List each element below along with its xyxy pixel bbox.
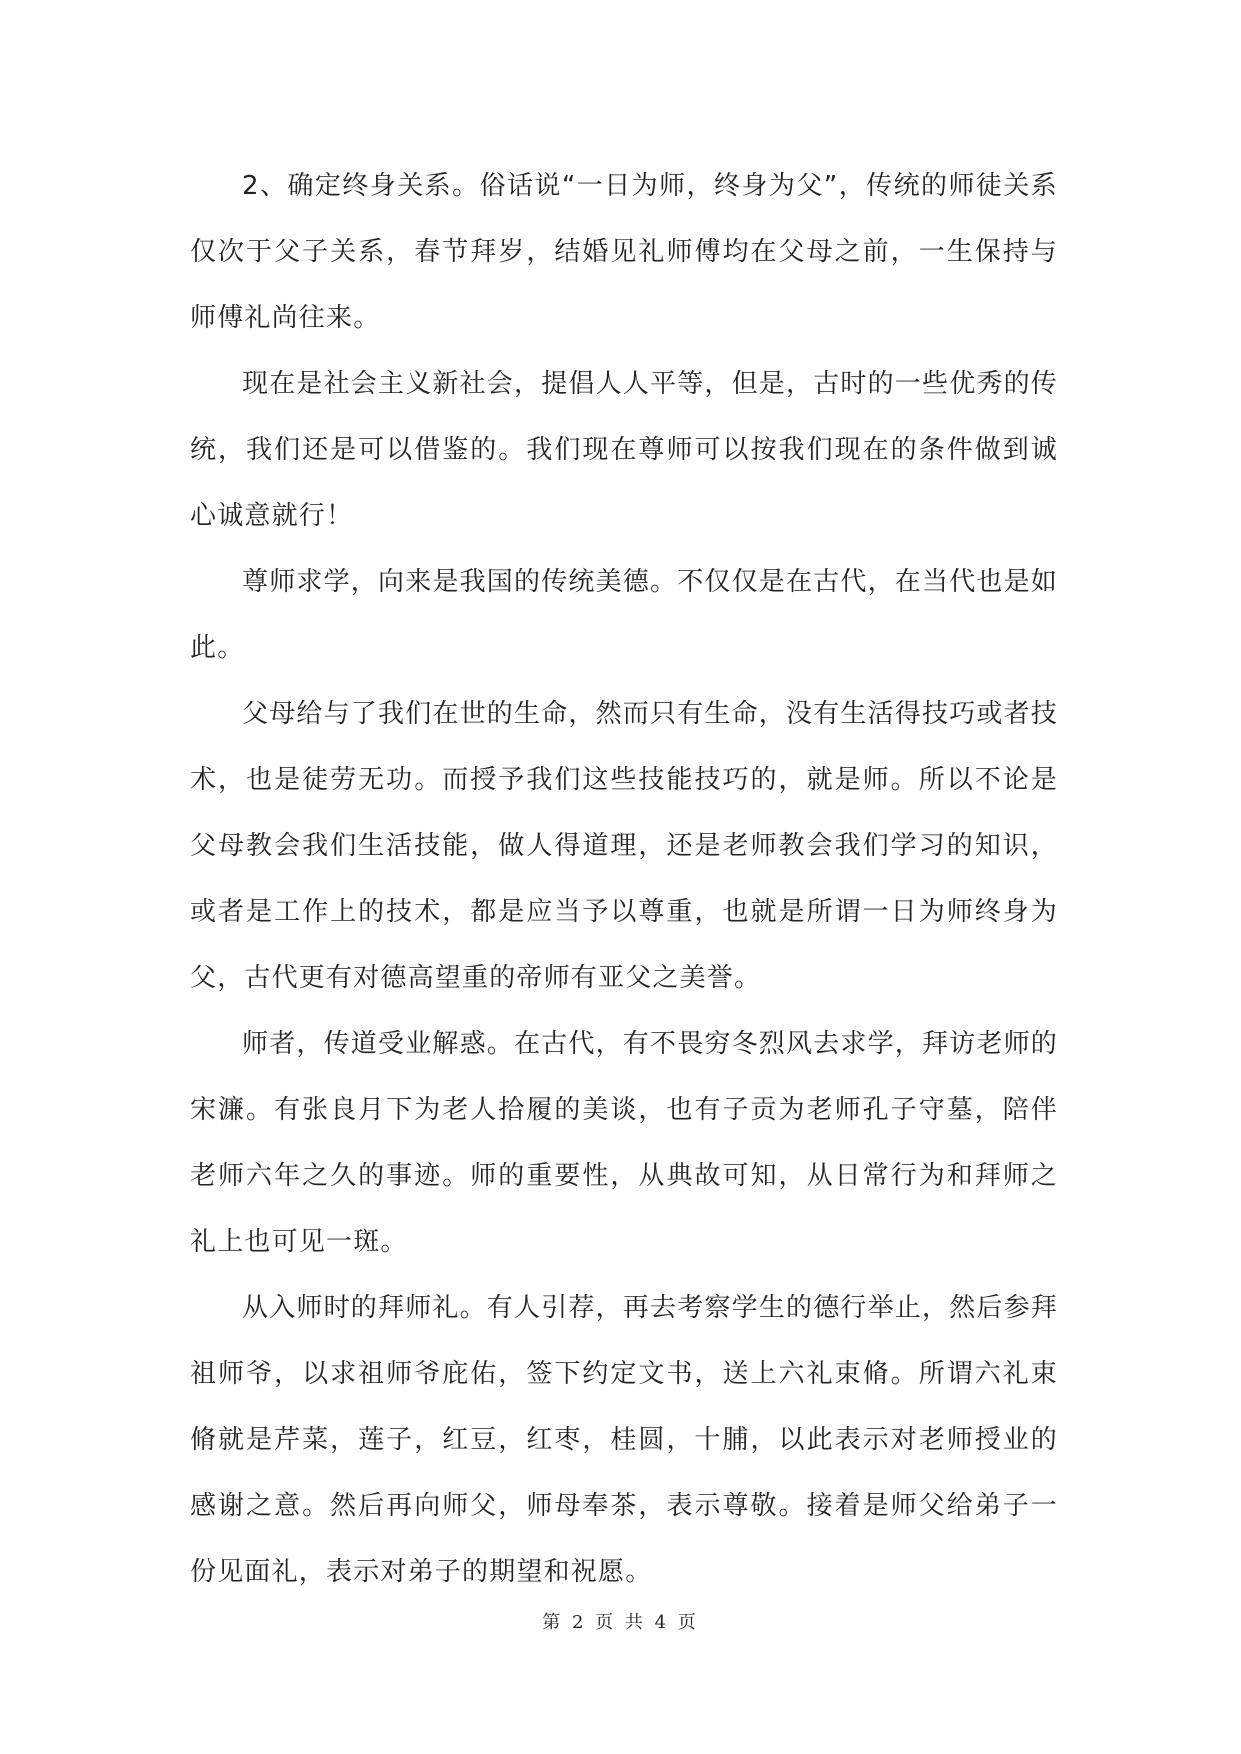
paragraph-1: 2、确定终身关系。俗话说“一日为师，终身为父”，传统的师徒关系仅次于父子关系，春节拜岁，结婚见礼师傅均在父母之前，一生保持与师傅礼尚往来。 bbox=[190, 171, 1058, 333]
paragraph-3: 尊师求学，向来是我国的传统美德。不仅仅是在古代，在当代也是如此。 bbox=[190, 567, 1059, 663]
body-text bbox=[190, 153, 1058, 1605]
paragraph-6: 从入师时的拜师礼。有人引荐，再去考察学生的德行举止，然后参拜祖师爷，以求祖师爷庇佑，签下约定文书，送上六礼束脩。所谓六礼束脩就是芹菜，莲子，红豆，红枣，桂圆，十脯，以此表示对老师授业的感谢之意。然后再向师父，师母奉茶，表示尊敬。接着是师父给弟子一份见面礼，表示对弟子的期望和祝愿。 bbox=[190, 1293, 1059, 1587]
paragraph-2: 现在是社会主义新社会，提倡人人平等，但是，古时的一些优秀的传统，我们还是可以借鉴的。我们现在尊师可以按我们现在的条件做到诚心诚意就行！ bbox=[190, 369, 1059, 531]
paragraph-5: 师者，传道受业解惑。在古代，有不畏穷冬烈风去求学，拜访老师的宋濂。有张良月下为老人拾履的美谈，也有子贡为老师孔子守墓，陪伴老师六年之久的事迹。师的重要性，从典故可知，从日常行为和拜师之礼上也可见一斑。 bbox=[190, 1029, 1059, 1257]
paragraph-4: 父母给与了我们在世的生命，然而只有生命，没有生活得技巧或者技术，也是徒劳无功。而授予我们这些技能技巧的，就是师。所以不论是父母教会我们生活技能，做人得道理，还是老师教会我们学习的知识，或者是工作上的技术，都是应当予以尊重，也就是所谓一日为师终身为父，古代更有对德高望重的帝师有亚父之美誉。 bbox=[190, 699, 1059, 993]
page-footer: 第 2 页 共 4 页 bbox=[542, 1612, 699, 1633]
